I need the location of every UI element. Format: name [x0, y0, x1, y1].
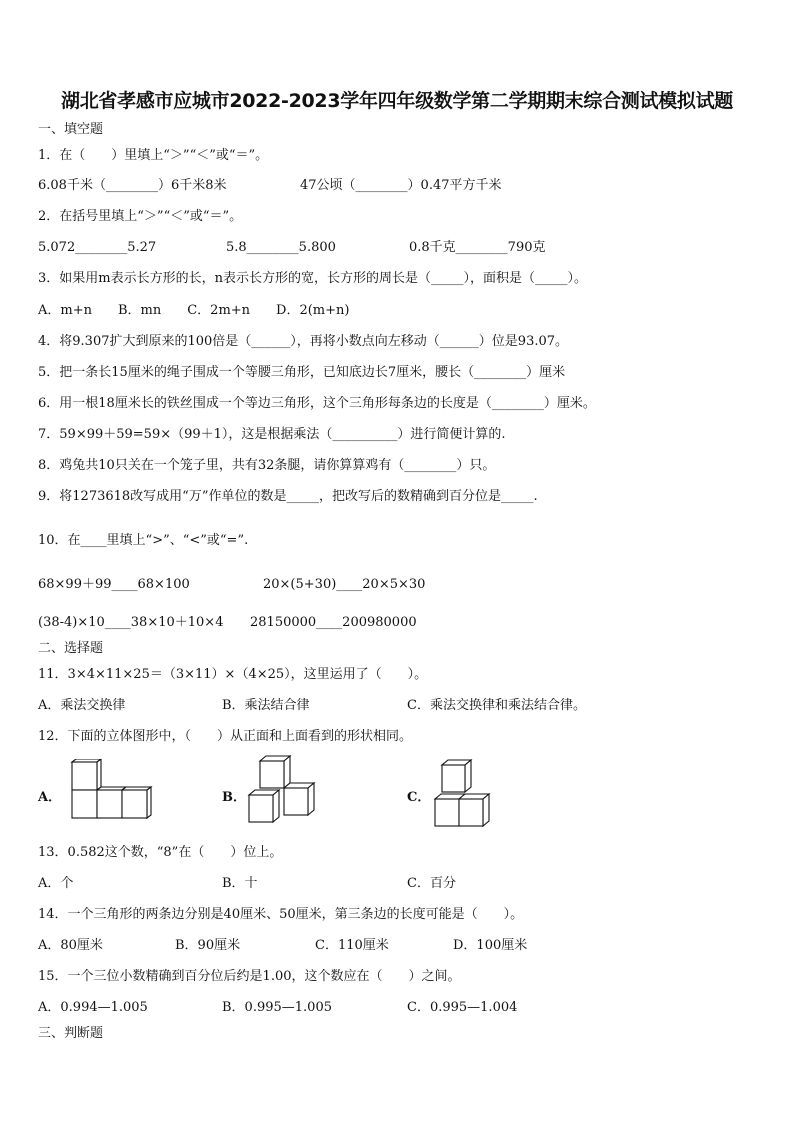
question-12-option-c-label: C．: [407, 790, 431, 805]
question-2-item-a: 5.072________5.27: [38, 240, 157, 255]
question-11-option-c: C．乘法交换律和乘法结合律。: [407, 698, 586, 713]
section-heading-fill-in: 一、填空题: [38, 122, 104, 137]
question-4: 4．将9.307扩大到原来的100倍是（______），再将小数点向左移动（______）位是93.07。: [38, 334, 569, 349]
question-10-stem: 10．在____里填上“>”、“<”或“=”.: [38, 533, 249, 548]
question-3-options: A．m+n B．mn C．2m+n D．2(m+n): [38, 303, 350, 318]
question-5: 5．把一条长15厘米的绳子围成一个等腰三角形，已知底边长7厘米，腰长（________）厘米: [38, 365, 566, 380]
question-14-option-c: C．110厘米: [315, 938, 389, 953]
question-3-stem: 3．如果用m表示长方形的长，n表示长方形的宽，长方形的周长是（_____），面积是（_____）。: [38, 271, 587, 286]
question-12-figure-c: [432, 757, 498, 829]
question-13-stem: 13．0.582这个数，“8”在（ ）位上。: [38, 845, 283, 860]
section-heading-choice: 二、选择题: [38, 641, 104, 656]
question-9: 9．将1273618改写成用“万”作单位的数是_____，把改写后的数精确到百分位是_____.: [38, 489, 538, 504]
question-10-item-c: (38-4)×10____38×10＋10×4: [38, 615, 224, 630]
question-12-figure-b: [246, 755, 324, 827]
question-10-item-b: 20×(5+30)____20×5×30: [263, 577, 426, 592]
question-2-stem: 2．在括号里填上“＞”“＜”或“＝”。: [38, 209, 243, 224]
question-6: 6．用一根18厘米长的铁丝围成一个等边三角形，这个三角形每条边的长度是（________）厘米。: [38, 396, 596, 411]
question-13-option-b: B．十: [222, 876, 258, 891]
question-7: 7．59×99＋59=59×（99＋1），这是根据乘法（__________）进行简便计算的.: [38, 427, 506, 442]
question-10-item-d: 28150000____200980000: [250, 615, 417, 630]
question-13-option-c: C．百分: [407, 876, 456, 891]
question-11-stem: 11．3×4×11×25＝（3×11）×（4×25），这里运用了（ ）。: [38, 667, 428, 682]
question-12-figure-a: [64, 759, 154, 827]
question-2-item-b: 5.8________5.800: [226, 240, 336, 255]
section-heading-true-false: 三、判断题: [38, 1026, 104, 1041]
question-12-stem: 12．下面的立体图形中，（ ）从正面和上面看到的形状相同。: [38, 729, 413, 744]
question-1-item-b: 47公顷（________）0.47平方千米: [300, 178, 502, 193]
question-13-option-a: A．个: [38, 876, 74, 891]
question-14-option-a: A．80厘米: [38, 938, 103, 953]
question-11-option-a: A．乘法交换律: [38, 698, 126, 713]
question-15-option-c: C．0.995—1.004: [407, 1000, 518, 1015]
question-10-item-a: 68×99＋99____68×100: [38, 577, 190, 592]
question-1-item-a: 6.08千米（________）6千米8米: [38, 178, 227, 193]
question-14-stem: 14．一个三角形的两条边分别是40厘米、50厘米，第三条边的长度可能是（ ）。: [38, 907, 524, 922]
question-8: 8．鸡兔共10只关在一个笼子里，共有32条腿，请你算算鸡有（________）只。: [38, 458, 496, 473]
question-11-option-b: B．乘法结合律: [222, 698, 310, 713]
question-2-item-c: 0.8千克________790克: [409, 240, 546, 255]
question-15-option-b: B．0.995—1.005: [222, 1000, 332, 1015]
question-12-option-b-label: B．: [222, 790, 246, 805]
question-1-stem: 1．在（ ）里填上“＞”“＜”或“＝”。: [38, 148, 269, 163]
page-title: 湖北省孝感市应城市2022-2023学年四年级数学第二学期期末综合测试模拟试题: [61, 90, 733, 112]
question-14-option-b: B．90厘米: [175, 938, 241, 953]
question-15-stem: 15．一个三位小数精确到百分位后约是1.00，这个数应在（ ）之间。: [38, 969, 461, 984]
question-12-option-a-label: A．: [38, 790, 62, 805]
question-15-option-a: A．0.994—1.005: [38, 1000, 148, 1015]
question-14-option-d: D．100厘米: [453, 938, 528, 953]
